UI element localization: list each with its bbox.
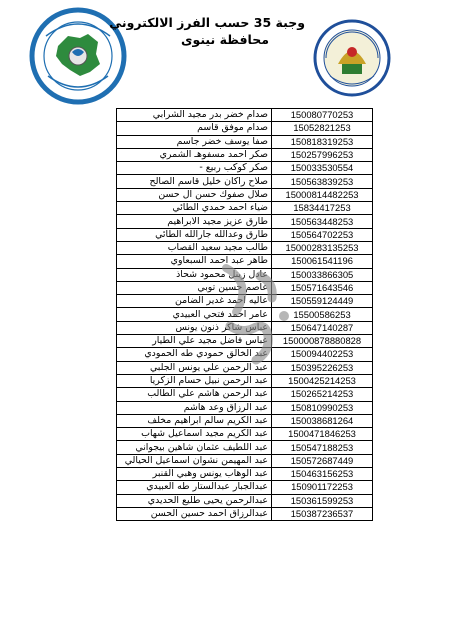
table-row [117,361,373,374]
id-number-cell: 150810990253 [272,401,373,414]
id-number-cell: 150818319253 [272,135,373,148]
person-name-cell: عبد الرحمن نبيل حسام الزكريا [117,374,272,387]
person-name-cell: عاليه احمد غدير الضامن [117,295,272,308]
person-name-cell: عبد اللطيف عثمان شاهين بيجواني [117,441,272,454]
table-row [117,441,373,454]
table-row [117,162,373,175]
table-row [117,454,373,467]
id-number-cell: 15834417253 [272,202,373,215]
person-name-cell: صكر احمد مسفوهـ الشمري [117,148,272,161]
document-header [0,0,452,108]
id-number-cell: 150000878880828 [272,335,373,348]
table-row [117,401,373,414]
table-row [117,148,373,161]
id-number-cell: 150647140287 [272,321,373,334]
id-number-cell: 150564702253 [272,228,373,241]
person-name-cell: عامر احمد فتحي العبيدي [117,308,272,321]
person-name-cell: طاهر عبد احمد السبعاوي [117,255,272,268]
id-number-cell: 15500586253 [272,308,373,321]
table-row [117,308,373,321]
id-number-cell: 150563839253 [272,175,373,188]
names-table [116,108,373,521]
id-number-cell: 15052821253 [272,122,373,135]
person-name-cell: طارق عزيز مجيد الابراهيم [117,215,272,228]
table-row [117,507,373,520]
id-number-cell: 150361599253 [272,494,373,507]
person-name-cell: صدام موفق قاسم [117,122,272,135]
id-number-cell: 150042521425​3 [272,374,373,387]
table-row [117,268,373,281]
id-number-cell: 150571643546 [272,281,373,294]
id-number-cell: 15000814482253 [272,188,373,201]
person-name-cell: عاصم حسين توبي [117,281,272,294]
id-number-cell: 150547188253 [272,441,373,454]
id-number-cell: 150901172253 [272,481,373,494]
table-row [117,428,373,441]
person-name-cell: ضياء احمد حمدي الطائي [117,202,272,215]
id-number-cell: 150033866305 [272,268,373,281]
id-number-cell: 150080770253 [272,109,373,122]
person-name-cell: عبد الكريم سالم ابراهيم مخلف [117,414,272,427]
table-row [117,494,373,507]
id-number-cell: 150047184625​3 [272,428,373,441]
id-number-cell: 15000283135253 [272,241,373,254]
person-name-cell: عبد الوهاب يونس وهبي القنبر [117,468,272,481]
person-name-cell: عبدالرزاق احمد حسين الحسن [117,507,272,520]
table-row [117,335,373,348]
names-table-container [116,108,362,521]
id-number-cell: 150038681264 [272,414,373,427]
id-number-cell: 150559124449 [272,295,373,308]
id-number-cell: 150094402253 [272,348,373,361]
table-row [117,321,373,334]
document-title: وجبة 35 حسب الفرز الالكتروني [109,15,305,30]
id-number-cell: 150061541196 [272,255,373,268]
names-table-body [117,109,373,521]
id-number-cell: 150257996253 [272,148,373,161]
table-row [117,188,373,201]
person-name-cell: عبدالرحمن يحيى طليع الحديدي [117,494,272,507]
table-row [117,109,373,122]
person-name-cell: صفا يوسف خضر جاسم [117,135,272,148]
document-subtitle: محافظة نينوى [181,32,269,47]
table-row [117,295,373,308]
person-name-cell: عباس فاضل مجيد علي الطيار [117,335,272,348]
person-name-cell: عبد الرحمن علي يونس الجلبي [117,361,272,374]
id-number-cell: 150033530554 [272,162,373,175]
id-number-cell: 150563448253 [272,215,373,228]
person-name-cell: عبدالجبار عبدالستار طه العبيدي [117,481,272,494]
table-row [117,175,373,188]
id-number-cell: 150572687449 [272,454,373,467]
id-number-cell: 150265214253 [272,388,373,401]
id-number-cell: 150463156253 [272,468,373,481]
id-number-cell: 150387236537 [272,507,373,520]
person-name-cell: طالب مجيد سعيد القصاب [117,241,272,254]
person-name-cell: عبد الخالق حمودي طه الحمودي [117,348,272,361]
person-name-cell: صلال صفوك حسن ال حسن [117,188,272,201]
table-row [117,481,373,494]
table-row [117,388,373,401]
person-name-cell: عبد المهيمن نشوان اسماعيل الحيالي [117,454,272,467]
person-name-cell: عبد الكريم مجيد اسماعيل شهاب [117,428,272,441]
table-row [117,414,373,427]
table-row [117,281,373,294]
person-name-cell: عباس شاكر ذنون يونس [117,321,272,334]
person-name-cell: صلاح راكان خليل قاسم الصالح [117,175,272,188]
person-name-cell: عبد الرحمن هاشم علي الطالب [117,388,272,401]
person-name-cell: عبد الرزاق وعد هاشم [117,401,272,414]
table-row [117,468,373,481]
table-row [117,374,373,387]
table-row [117,348,373,361]
person-name-cell: عادل زينل محمود شحاذ [117,268,272,281]
ministry-of-labour-social-affairs-seal [312,18,392,98]
table-row [117,228,373,241]
id-number-cell: 150395226253 [272,361,373,374]
person-name-cell: طارق وعدالله جارالله الطائي [117,228,272,241]
table-row [117,215,373,228]
table-row [117,122,373,135]
table-row [117,241,373,254]
person-name-cell: صدام خضر بدر مجيد الشرابي [117,109,272,122]
table-row [117,202,373,215]
title-block [109,14,305,48]
table-row [117,135,373,148]
person-name-cell: صكر كوكب ربيع - [117,162,272,175]
table-row [117,255,373,268]
